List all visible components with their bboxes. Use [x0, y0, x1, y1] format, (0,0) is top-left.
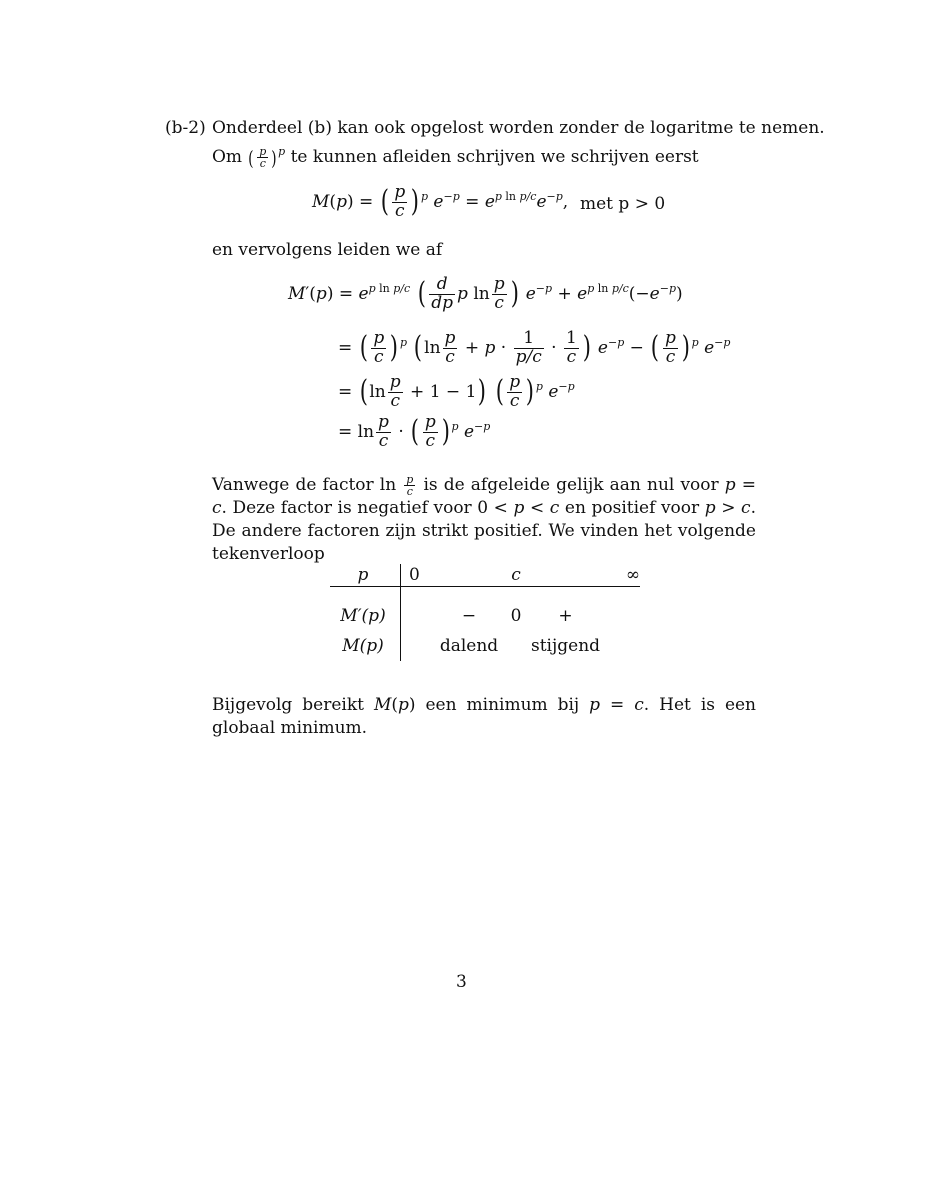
equation-1-condition: met p > 0 [580, 194, 666, 214]
header-zero: 0 [401, 564, 438, 587]
derivation-line-4: = ln $\frac{p}{c}$ · ( $\frac{p}{c}$ ) $^p$ $e^{-p}$ [338, 412, 491, 451]
sign-zero: 0 [510, 606, 522, 626]
sign-table [330, 564, 640, 661]
sign-plus: + [558, 606, 573, 626]
intro-line-1: Onderdeel (b) kan ook opgelost worden zonder de logaritme te nemen. [212, 118, 825, 138]
item-label: (b-2) [165, 118, 206, 138]
explanation-paragraph: Vanwege de factor ln $\frac{p}{c}$ is de afgeleide gelijk aan nul voor p = c. Deze factor is negatief voor 0 < p < c en positief voor p > c. De andere factoren zijn strikt positief. We vinden het volgende tekenverloop [212, 473, 757, 564]
trend-increasing: stijgend [531, 636, 601, 656]
derivation-line-2: = ( $\frac{p}{c}$ ) $^p$ ( ln $\frac{p}{c}$ + p · $\frac{1}{p/c}$ · $\frac{1}{c}$ ) $e^{-p}$ − ( $\frac{p}{c}$ ) $^p$ $e^{-p}$ [338, 328, 731, 367]
conclusion-paragraph: Bijgevolg bereikt M(p) een minimum bij p = c. Het is een globaal minimum. [212, 695, 757, 738]
header-p: p [330, 564, 401, 587]
header-c: c [501, 564, 531, 587]
row-label-function: M(p) [330, 631, 401, 661]
intro-line-2: Om ( $\frac{p}{c}$ )$^p$ te kunnen afleiden schrijven we schrijven eerst [212, 145, 699, 170]
sign-minus: − [461, 606, 477, 626]
trend-decreasing: dalend [439, 636, 499, 656]
derivation-line-1: $M'(p) = e^{p ln p/c}$ ( $\frac{d}{dp}$ p ln $\frac{p}{c}$ ) $e^{-p} + e^{p ln p/c}(-e^{-p})$ [288, 274, 683, 313]
sign-table-row-function [330, 631, 640, 661]
page-number: 3 [456, 972, 467, 992]
text-after-equation-1: en vervolgens leiden we af [212, 240, 443, 260]
equation-1: M(p) = ( $\frac{p}{c}$ ) $^p$ $e^{-p} = e^{p ln p/c}e^{-p}$, [312, 182, 569, 221]
derivation-line-3: = ( ln $\frac{p}{c}$ + 1 − 1) ( $\frac{p}{c}$ ) $^p$ $e^{-p}$ [338, 372, 575, 411]
row-label-derivative: M′(p) [330, 601, 401, 631]
header-infinity: ∞ [600, 564, 640, 587]
sign-table-row-derivative [330, 601, 640, 631]
sign-table-header [330, 564, 640, 587]
